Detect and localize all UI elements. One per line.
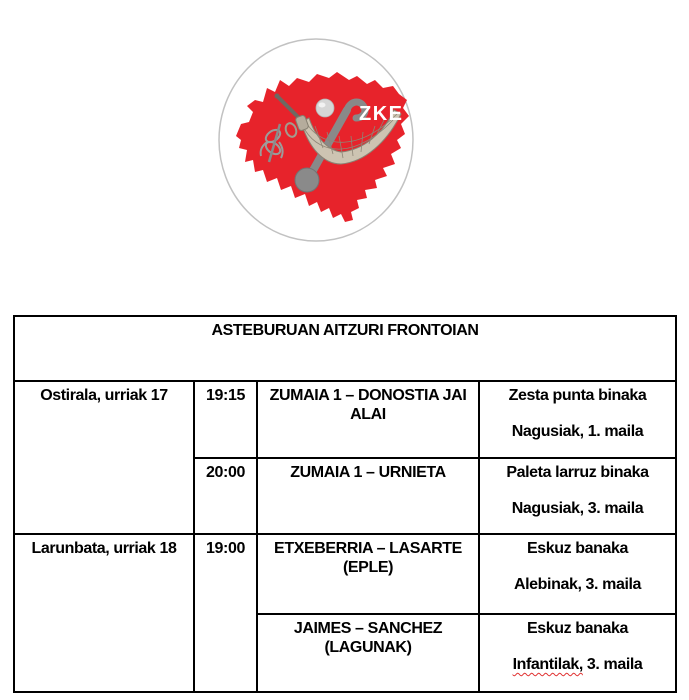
discipline-text: Eskuz banaka (526, 620, 629, 637)
category-text: Nagusiak, 1. maila (511, 423, 644, 440)
match-cell (257, 614, 479, 692)
date-text: Ostirala, urriak 17 (40, 387, 168, 404)
time-text: 19:15 (206, 387, 245, 404)
category-text: Nagusiak, 3. maila (511, 500, 644, 517)
category-cell (479, 381, 676, 458)
category-text: Alebinak, 3. maila (513, 576, 642, 593)
club-initials-text: ZKE (359, 103, 404, 125)
table-title: ASTEBURUAN AITZURI FRONTOIAN (14, 316, 676, 381)
category-text-misspelled: Infantilak, (512, 656, 583, 673)
club-logo (217, 36, 415, 244)
category-text (482, 655, 673, 674)
time-cell (194, 458, 257, 534)
date-text: Larunbata, urriak 18 (31, 540, 177, 557)
match-text: ZUMAIA 1 – URNIETA (290, 464, 446, 481)
match-cell (257, 458, 479, 534)
time-cell (194, 534, 257, 692)
date-cell (14, 381, 194, 534)
discipline-text: Zesta punta binaka (508, 387, 647, 404)
discipline-text: Paleta larruz binaka (506, 464, 649, 481)
match-text: ETXEBERRIA – LASARTE (EPLE) (274, 540, 462, 576)
time-cell (194, 381, 257, 458)
table-row (14, 534, 676, 614)
club-logo-graphic (217, 36, 415, 244)
discipline-text: Eskuz banaka (526, 540, 629, 557)
time-text: 20:00 (206, 464, 245, 481)
time-text: 19:00 (206, 540, 245, 557)
category-cell (479, 534, 676, 614)
match-text: JAIMES – SANCHEZ (LAGUNAK) (293, 620, 443, 656)
date-cell (14, 534, 194, 692)
match-cell (257, 534, 479, 614)
category-cell (479, 458, 676, 534)
match-schedule-table (13, 315, 677, 693)
category-text-rest: 3. maila (586, 656, 643, 673)
match-cell (257, 381, 479, 458)
table-row (14, 381, 676, 458)
pelota-ball-icon (316, 99, 334, 117)
match-text: ZUMAIA 1 – DONOSTIA JAI ALAI (269, 387, 467, 423)
category-cell (479, 614, 676, 692)
